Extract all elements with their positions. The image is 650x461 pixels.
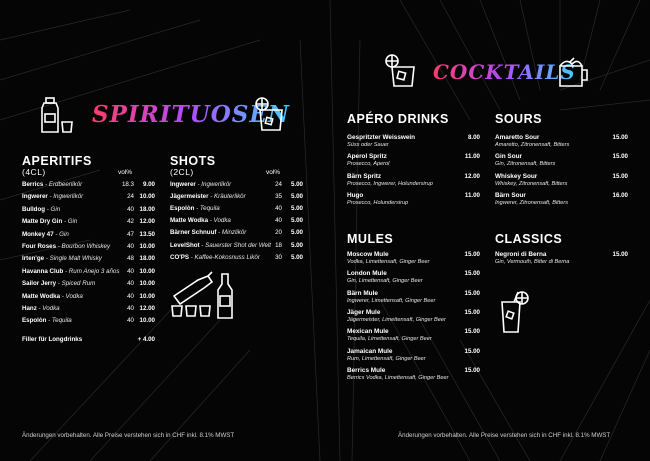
cocktail-name: Hugo bbox=[347, 191, 364, 199]
cocktail-price: 11.00 bbox=[464, 191, 480, 199]
item-vol: 40 bbox=[127, 243, 134, 250]
item-description: - Vodka bbox=[38, 305, 60, 312]
cocktail-name: Jamaican Mule bbox=[347, 347, 393, 355]
cocktail-description: Whiskey, Zitronensaft, Bitters bbox=[495, 180, 568, 187]
filler-label: Filler für Longdrinks bbox=[22, 336, 83, 343]
spirits-title: SPIRITUOSEN bbox=[92, 101, 290, 128]
classics-title: CLASSICS bbox=[495, 232, 563, 246]
item-description: - Erdbeerlikör bbox=[45, 181, 83, 188]
cocktail-description: Jägermeister, Limettensaft, Ginger Beer bbox=[347, 316, 446, 323]
item-description: - Bourbon Whiskey bbox=[57, 243, 111, 250]
cocktail-description: Prosecco, Aperol bbox=[347, 161, 390, 168]
cocktail-price: 12.00 bbox=[464, 172, 480, 180]
menu-row bbox=[170, 217, 231, 224]
cocktail-price: 15.00 bbox=[612, 153, 628, 161]
item-vol: 40 bbox=[127, 267, 134, 275]
item-description: - Ingwerlikör bbox=[49, 193, 84, 201]
item-name: Matte Wodka bbox=[22, 292, 61, 300]
item-price: 10.00 bbox=[139, 243, 155, 250]
item-name: Bärner Schnuuf bbox=[170, 229, 217, 237]
cocktail-price: 15.00 bbox=[612, 251, 628, 258]
item-price: 10.00 bbox=[139, 280, 155, 288]
cocktail-price: 15.00 bbox=[464, 289, 480, 297]
menu-row bbox=[22, 280, 95, 287]
cocktail-description: Ingwerer, Zitronensaft, Bitters bbox=[495, 199, 569, 206]
sours-title: SOURS bbox=[495, 112, 542, 126]
item-vol: 40 bbox=[127, 292, 134, 300]
item-price: 5.00 bbox=[290, 181, 303, 188]
item-price: 10.00 bbox=[139, 317, 155, 325]
menu-row bbox=[170, 205, 220, 212]
item-vol: 40 bbox=[127, 280, 134, 288]
cocktail-price: 15.00 bbox=[464, 270, 480, 278]
cocktail-description: Gin, Zitronensaft, Bitters bbox=[495, 161, 556, 168]
item-name: Monkey 47 bbox=[22, 230, 54, 238]
cocktail-name: Moscow Mule bbox=[347, 251, 389, 258]
shots-subtitle: (2CL) bbox=[170, 167, 194, 177]
cocktail-glass-icon bbox=[384, 52, 420, 93]
item-name: Sailor Jerry bbox=[22, 280, 57, 288]
item-description: - Tequila bbox=[196, 205, 220, 213]
cocktail-description: Prosecco, Holundersirup bbox=[347, 199, 409, 206]
item-price: 5.00 bbox=[290, 229, 303, 237]
bottle-icon bbox=[36, 96, 76, 141]
shots-vol-header: vol% bbox=[266, 169, 281, 176]
item-description: - Vodka bbox=[61, 292, 83, 300]
cocktail-description: Vodka, Limettensaft, Ginger Beer bbox=[347, 259, 430, 265]
item-name: Four Roses bbox=[22, 243, 57, 250]
item-name: Irten'ge bbox=[22, 255, 45, 263]
menu-row bbox=[170, 193, 246, 200]
cocktail-price: 8.00 bbox=[467, 134, 480, 141]
item-name: Espolòn bbox=[170, 205, 195, 213]
item-vol: 40 bbox=[127, 317, 134, 325]
cocktail-price: 15.00 bbox=[464, 328, 480, 336]
menu-row bbox=[22, 243, 110, 250]
filler-price: + 4.00 bbox=[137, 336, 155, 343]
item-description: - Ingwerlikör bbox=[197, 181, 232, 188]
menu-row bbox=[22, 317, 72, 324]
menu-row bbox=[22, 268, 119, 275]
item-vol: 18.3 bbox=[121, 181, 134, 188]
cocktail-price: 15.00 bbox=[612, 134, 628, 141]
aperitifs-vol-header: vol% bbox=[118, 169, 133, 176]
item-vol: 24 bbox=[127, 193, 134, 201]
item-name: CO'PS bbox=[170, 253, 190, 261]
mules-title: MULES bbox=[347, 232, 394, 246]
cocktail-description: Tequila, Limettensaft, Ginger Beer bbox=[347, 336, 432, 343]
cocktail-description: Amaretto, Zitronensaft, Bitters bbox=[495, 142, 570, 148]
cocktail-description: Ingwerer, Limettensaft, Ginger Beer bbox=[347, 297, 436, 304]
item-name: Matte Dry Gin bbox=[22, 218, 63, 226]
cocktail-price: 15.00 bbox=[464, 347, 480, 355]
menu-row bbox=[170, 229, 246, 236]
footer-left: Änderungen vorbehalten. Alle Preise verstehen sich in CHF inkl. 8.1% MWST bbox=[22, 432, 235, 439]
menu-row bbox=[22, 305, 60, 312]
item-price: 5.00 bbox=[290, 217, 303, 225]
cocktail-name: Whiskey Sour bbox=[495, 172, 538, 180]
item-vol: 40 bbox=[275, 217, 282, 225]
item-price: 5.00 bbox=[290, 193, 303, 201]
item-price: 18.00 bbox=[139, 255, 155, 263]
cocktails-title: COCKTAILS bbox=[433, 60, 576, 84]
item-price: 9.00 bbox=[142, 181, 155, 188]
item-price: 10.00 bbox=[139, 292, 155, 300]
menu-row bbox=[170, 181, 231, 188]
item-price: 5.00 bbox=[290, 205, 303, 213]
item-price: 12.00 bbox=[139, 305, 155, 312]
cocktail-name: Berrics Mule bbox=[347, 366, 386, 374]
item-name: Matte Wodka bbox=[170, 217, 209, 225]
item-description: - Vodka bbox=[209, 217, 231, 225]
item-description: - Spiced Rum bbox=[57, 280, 96, 288]
item-name: Ingwerer bbox=[22, 193, 48, 201]
cocktail-description: Prosecco, Ingwerer, Holundersirup bbox=[347, 180, 433, 187]
item-vol: 40 bbox=[127, 205, 134, 213]
item-description: - Kaffee-Kokosnuss Likör bbox=[190, 253, 260, 261]
cocktail-price: 11.00 bbox=[464, 153, 480, 161]
shot-glasses-bottle-icon bbox=[168, 266, 248, 325]
lemon-glass-icon bbox=[254, 96, 286, 137]
menu-row bbox=[22, 193, 83, 200]
menu-row bbox=[22, 255, 102, 262]
shots-title: SHOTS bbox=[170, 154, 216, 168]
cocktail-name: Amaretto Sour bbox=[495, 134, 540, 141]
cocktail-name: Aperol Spritz bbox=[347, 153, 387, 161]
cocktail-name: London Mule bbox=[347, 270, 387, 278]
item-description: - Single Malt Whisky bbox=[45, 255, 102, 263]
cocktail-price: 16.00 bbox=[612, 191, 628, 199]
cocktail-name: Gespritzter Weisswein bbox=[347, 134, 416, 141]
item-name: LevelShot bbox=[170, 241, 200, 249]
cocktail-name: Gin Sour bbox=[495, 153, 522, 161]
footer-right: Änderungen vorbehalten. Alle Preise verstehen sich in CHF inkl. 8.1% MWST bbox=[398, 432, 611, 439]
cocktail-description: Berrics Vodka, Limettensaft, Ginger Beer bbox=[347, 374, 449, 381]
cocktail-price: 15.00 bbox=[464, 366, 480, 374]
item-description: - Minzlikör bbox=[218, 229, 247, 237]
item-description: - Sauerster Shot der Welt bbox=[201, 241, 272, 249]
item-vol: 40 bbox=[275, 205, 282, 213]
cocktail-description: Gin, Vermouth, Bitter di Berna bbox=[495, 259, 570, 265]
cocktail-description: Rum, Limettensaft, Ginger Beer bbox=[347, 355, 426, 362]
item-name: Ingwerer bbox=[170, 181, 196, 188]
mug-icon bbox=[556, 56, 590, 95]
cocktail-price: 15.00 bbox=[612, 172, 628, 180]
item-price: 12.00 bbox=[139, 218, 155, 226]
item-vol: 42 bbox=[127, 218, 134, 226]
cocktail-price: 15.00 bbox=[464, 251, 480, 258]
item-description: - Rum Anejo 3 años bbox=[65, 267, 120, 275]
menu-row bbox=[22, 293, 83, 300]
item-vol: 35 bbox=[275, 193, 282, 201]
item-description: - Kräuterlikör bbox=[210, 193, 246, 201]
item-description: - Tequila bbox=[48, 317, 72, 325]
menu-row bbox=[170, 254, 260, 261]
item-vol: 30 bbox=[275, 253, 282, 261]
item-name: Jägermeister bbox=[170, 193, 209, 201]
cocktail-name: Negroni di Berna bbox=[495, 251, 547, 258]
cocktail-name: Bärn Mule bbox=[347, 289, 378, 297]
menu-row bbox=[22, 231, 69, 238]
cocktail-name: Bärn Sour bbox=[495, 191, 526, 199]
item-vol: 18 bbox=[275, 241, 282, 249]
menu-row bbox=[22, 181, 82, 188]
item-vol: 48 bbox=[127, 255, 134, 263]
item-name: Havanna Club bbox=[22, 267, 64, 275]
item-name: Berrics bbox=[22, 181, 44, 188]
menu-row bbox=[170, 242, 271, 249]
cocktail-name: Jäger Mule bbox=[347, 308, 381, 316]
cocktail-price: 15.00 bbox=[464, 308, 480, 316]
item-name: Espolòn bbox=[22, 317, 47, 325]
item-vol: 47 bbox=[127, 230, 134, 238]
item-price: 18.00 bbox=[139, 205, 155, 213]
menu-row bbox=[22, 206, 60, 213]
item-description: - Gin bbox=[46, 205, 61, 213]
item-price: 5.00 bbox=[290, 253, 303, 261]
item-name: Bulldog bbox=[22, 205, 46, 213]
item-vol: 40 bbox=[127, 305, 134, 312]
item-name: Hanz bbox=[22, 305, 37, 312]
item-vol: 24 bbox=[275, 181, 282, 188]
cocktail-name: Bärn Spritz bbox=[347, 172, 382, 180]
item-price: 5.00 bbox=[290, 241, 303, 249]
cocktail-name: Mexican Mule bbox=[347, 328, 389, 336]
item-price: 10.00 bbox=[139, 193, 155, 201]
highball-glass-icon bbox=[498, 290, 532, 339]
item-price: 13.50 bbox=[139, 230, 155, 238]
item-description: - Gin bbox=[63, 218, 78, 226]
menu-row bbox=[22, 218, 77, 225]
aperitifs-subtitle: (4CL) bbox=[22, 167, 46, 177]
cocktail-description: Süss oder Sauer bbox=[347, 142, 389, 148]
aperitifs-title: APERITIFS bbox=[22, 154, 92, 168]
item-vol: 20 bbox=[275, 229, 282, 237]
item-price: 10.00 bbox=[139, 267, 155, 275]
cocktail-description: Gin, Limettensaft, Ginger Beer bbox=[347, 278, 423, 285]
item-description: - Gin bbox=[55, 230, 69, 238]
apero-title: APÉRO DRINKS bbox=[347, 112, 449, 126]
